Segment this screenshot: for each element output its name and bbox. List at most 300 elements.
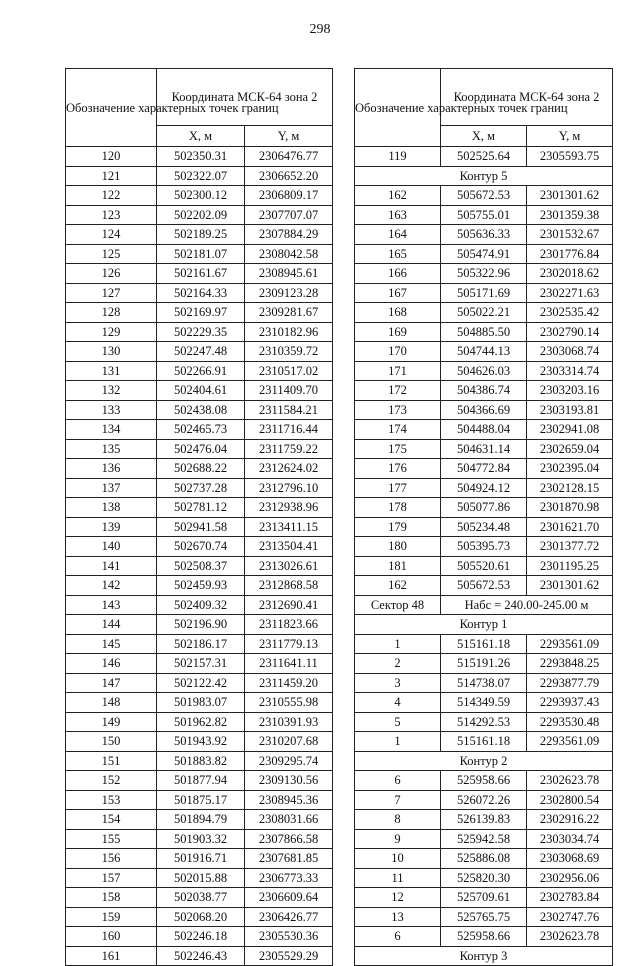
table-row bbox=[66, 478, 333, 498]
y-coordinate-cell: 2301195.25 bbox=[527, 556, 613, 576]
x-coordinate-cell: 502670.74 bbox=[157, 537, 245, 557]
table-row bbox=[355, 459, 613, 479]
x-coordinate-cell: 502247.48 bbox=[157, 342, 245, 362]
x-coordinate-cell: 502300.12 bbox=[157, 186, 245, 206]
point-id-cell: 153 bbox=[66, 790, 157, 810]
y-coordinate-cell: 2311716.44 bbox=[245, 420, 333, 440]
x-coordinate-cell: 502438.08 bbox=[157, 400, 245, 420]
header-y: Y, м bbox=[527, 126, 613, 147]
table-row bbox=[355, 654, 613, 674]
x-coordinate-cell: 502525.64 bbox=[441, 147, 527, 167]
table-row bbox=[355, 868, 613, 888]
x-coordinate-cell: 504744.13 bbox=[441, 342, 527, 362]
point-id-cell: 142 bbox=[66, 576, 157, 596]
table-row bbox=[66, 927, 333, 947]
point-id-cell: 166 bbox=[355, 264, 441, 284]
point-id-cell: 9 bbox=[355, 829, 441, 849]
point-id-cell: 125 bbox=[66, 244, 157, 264]
point-id-cell: 148 bbox=[66, 693, 157, 713]
x-coordinate-cell: 501903.32 bbox=[157, 829, 245, 849]
table-row bbox=[355, 732, 613, 752]
point-id-cell: 180 bbox=[355, 537, 441, 557]
x-coordinate-cell: 501877.94 bbox=[157, 771, 245, 791]
table-row bbox=[355, 381, 613, 401]
table-row bbox=[66, 381, 333, 401]
table-row bbox=[355, 810, 613, 830]
table-row bbox=[66, 147, 333, 167]
table-row bbox=[355, 556, 613, 576]
point-id-cell: 120 bbox=[66, 147, 157, 167]
table-row bbox=[66, 946, 333, 966]
table-row bbox=[355, 264, 613, 284]
y-coordinate-cell: 2306773.33 bbox=[245, 868, 333, 888]
table-row bbox=[355, 225, 613, 245]
x-coordinate-cell: 502246.43 bbox=[157, 946, 245, 966]
x-coordinate-cell: 502157.31 bbox=[157, 654, 245, 674]
y-coordinate-cell: 2305530.36 bbox=[245, 927, 333, 947]
x-coordinate-cell: 502196.90 bbox=[157, 615, 245, 635]
table-row bbox=[66, 693, 333, 713]
point-id-cell: 171 bbox=[355, 361, 441, 381]
table-row bbox=[355, 400, 613, 420]
sector-label: Сектор 48 bbox=[355, 595, 441, 615]
y-coordinate-cell: 2293561.09 bbox=[527, 634, 613, 654]
y-coordinate-cell: 2308031.66 bbox=[245, 810, 333, 830]
table-row bbox=[355, 673, 613, 693]
y-coordinate-cell: 2306652.20 bbox=[245, 166, 333, 186]
point-id-cell: 1 bbox=[355, 634, 441, 654]
x-coordinate-cell: 505395.73 bbox=[441, 537, 527, 557]
x-coordinate-cell: 504386.74 bbox=[441, 381, 527, 401]
x-coordinate-cell: 501916.71 bbox=[157, 849, 245, 869]
x-coordinate-cell: 504631.14 bbox=[441, 439, 527, 459]
x-coordinate-cell: 502189.25 bbox=[157, 225, 245, 245]
coordinates-table-left bbox=[65, 68, 333, 966]
point-id-cell: 140 bbox=[66, 537, 157, 557]
point-id-cell: 175 bbox=[355, 439, 441, 459]
table-row bbox=[66, 615, 333, 635]
x-coordinate-cell: 525958.66 bbox=[441, 927, 527, 947]
y-coordinate-cell: 2306426.77 bbox=[245, 907, 333, 927]
table-row bbox=[66, 244, 333, 264]
point-id-cell: 129 bbox=[66, 322, 157, 342]
x-coordinate-cell: 501943.92 bbox=[157, 732, 245, 752]
table-row bbox=[66, 751, 333, 771]
point-id-cell: 146 bbox=[66, 654, 157, 674]
y-coordinate-cell: 2302659.04 bbox=[527, 439, 613, 459]
y-coordinate-cell: 2302271.63 bbox=[527, 283, 613, 303]
contour-header-row bbox=[355, 166, 613, 186]
header-x: X, м bbox=[441, 126, 527, 147]
header-y: Y, м bbox=[245, 126, 333, 147]
table-row bbox=[355, 927, 613, 947]
x-coordinate-cell: 525958.66 bbox=[441, 771, 527, 791]
y-coordinate-cell: 2303068.69 bbox=[527, 849, 613, 869]
table-row bbox=[66, 342, 333, 362]
table-row bbox=[66, 673, 333, 693]
point-id-cell: 147 bbox=[66, 673, 157, 693]
table-row bbox=[66, 732, 333, 752]
y-coordinate-cell: 2311459.20 bbox=[245, 673, 333, 693]
x-coordinate-cell: 504626.03 bbox=[441, 361, 527, 381]
table-row bbox=[66, 225, 333, 245]
table-row bbox=[355, 790, 613, 810]
y-coordinate-cell: 2302956.06 bbox=[527, 868, 613, 888]
y-coordinate-cell: 2301532.67 bbox=[527, 225, 613, 245]
x-coordinate-cell: 505234.48 bbox=[441, 517, 527, 537]
x-coordinate-cell: 502202.09 bbox=[157, 205, 245, 225]
x-coordinate-cell: 505755.01 bbox=[441, 205, 527, 225]
table-row bbox=[66, 810, 333, 830]
y-coordinate-cell: 2313026.61 bbox=[245, 556, 333, 576]
table-row bbox=[355, 244, 613, 264]
point-id-cell: 159 bbox=[66, 907, 157, 927]
table-row bbox=[66, 829, 333, 849]
table-row bbox=[66, 498, 333, 518]
point-id-cell: 145 bbox=[66, 634, 157, 654]
y-coordinate-cell: 2293561.09 bbox=[527, 732, 613, 752]
point-id-cell: 10 bbox=[355, 849, 441, 869]
y-coordinate-cell: 2303193.81 bbox=[527, 400, 613, 420]
x-coordinate-cell: 502459.93 bbox=[157, 576, 245, 596]
table-row bbox=[66, 868, 333, 888]
x-coordinate-cell: 505474.91 bbox=[441, 244, 527, 264]
y-coordinate-cell: 2307707.07 bbox=[245, 205, 333, 225]
x-coordinate-cell: 502409.32 bbox=[157, 595, 245, 615]
table-row bbox=[66, 790, 333, 810]
x-coordinate-cell: 525886.08 bbox=[441, 849, 527, 869]
point-id-cell: 128 bbox=[66, 303, 157, 323]
point-id-cell: 178 bbox=[355, 498, 441, 518]
table-row bbox=[355, 537, 613, 557]
y-coordinate-cell: 2305529.29 bbox=[245, 946, 333, 966]
x-coordinate-cell: 502465.73 bbox=[157, 420, 245, 440]
point-id-cell: 135 bbox=[66, 439, 157, 459]
point-id-cell: 172 bbox=[355, 381, 441, 401]
x-coordinate-cell: 502737.28 bbox=[157, 478, 245, 498]
table-row bbox=[355, 478, 613, 498]
x-coordinate-cell: 501894.79 bbox=[157, 810, 245, 830]
point-id-cell: 155 bbox=[66, 829, 157, 849]
point-id-cell: 167 bbox=[355, 283, 441, 303]
x-coordinate-cell: 525820.30 bbox=[441, 868, 527, 888]
y-coordinate-cell: 2311779.13 bbox=[245, 634, 333, 654]
point-id-cell: 176 bbox=[355, 459, 441, 479]
point-id-cell: 1 bbox=[355, 732, 441, 752]
x-coordinate-cell: 502781.12 bbox=[157, 498, 245, 518]
table-row bbox=[66, 166, 333, 186]
y-coordinate-cell: 2310391.93 bbox=[245, 712, 333, 732]
x-coordinate-cell: 502161.67 bbox=[157, 264, 245, 284]
y-coordinate-cell: 2312938.96 bbox=[245, 498, 333, 518]
y-coordinate-cell: 2305593.75 bbox=[527, 147, 613, 167]
y-coordinate-cell: 2312624.02 bbox=[245, 459, 333, 479]
point-id-cell: 7 bbox=[355, 790, 441, 810]
y-coordinate-cell: 2310555.98 bbox=[245, 693, 333, 713]
point-id-cell: 162 bbox=[355, 576, 441, 596]
y-coordinate-cell: 2302747.76 bbox=[527, 907, 613, 927]
y-coordinate-cell: 2301621.70 bbox=[527, 517, 613, 537]
y-coordinate-cell: 2309281.67 bbox=[245, 303, 333, 323]
y-coordinate-cell: 2312796.10 bbox=[245, 478, 333, 498]
right-table-body bbox=[355, 147, 613, 966]
y-coordinate-cell: 2313504.41 bbox=[245, 537, 333, 557]
table-row bbox=[66, 556, 333, 576]
table-row bbox=[355, 186, 613, 206]
table-row bbox=[66, 400, 333, 420]
point-id-cell: 139 bbox=[66, 517, 157, 537]
table-row bbox=[355, 634, 613, 654]
y-coordinate-cell: 2307866.58 bbox=[245, 829, 333, 849]
x-coordinate-cell: 502266.91 bbox=[157, 361, 245, 381]
table-row bbox=[355, 712, 613, 732]
x-coordinate-cell: 502688.22 bbox=[157, 459, 245, 479]
contour-header-row bbox=[355, 615, 613, 635]
point-id-cell: 174 bbox=[355, 420, 441, 440]
x-coordinate-cell: 502476.04 bbox=[157, 439, 245, 459]
x-coordinate-cell: 504366.69 bbox=[441, 400, 527, 420]
table-row bbox=[66, 322, 333, 342]
x-coordinate-cell: 502181.07 bbox=[157, 244, 245, 264]
table-row bbox=[355, 517, 613, 537]
point-id-cell: 2 bbox=[355, 654, 441, 674]
x-coordinate-cell: 502164.33 bbox=[157, 283, 245, 303]
point-id-cell: 170 bbox=[355, 342, 441, 362]
point-id-cell: 156 bbox=[66, 849, 157, 869]
x-coordinate-cell: 502038.77 bbox=[157, 888, 245, 908]
y-coordinate-cell: 2311409.70 bbox=[245, 381, 333, 401]
x-coordinate-cell: 526072.26 bbox=[441, 790, 527, 810]
y-coordinate-cell: 2310359.72 bbox=[245, 342, 333, 362]
y-coordinate-cell: 2308042.58 bbox=[245, 244, 333, 264]
x-coordinate-cell: 501983.07 bbox=[157, 693, 245, 713]
point-id-cell: 158 bbox=[66, 888, 157, 908]
x-coordinate-cell: 502229.35 bbox=[157, 322, 245, 342]
table-row bbox=[355, 771, 613, 791]
y-coordinate-cell: 2302395.04 bbox=[527, 459, 613, 479]
point-id-cell: 130 bbox=[66, 342, 157, 362]
point-id-cell: 144 bbox=[66, 615, 157, 635]
x-coordinate-cell: 501875.17 bbox=[157, 790, 245, 810]
y-coordinate-cell: 2302128.15 bbox=[527, 478, 613, 498]
table-row bbox=[66, 537, 333, 557]
y-coordinate-cell: 2311823.66 bbox=[245, 615, 333, 635]
y-coordinate-cell: 2309130.56 bbox=[245, 771, 333, 791]
x-coordinate-cell: 505022.21 bbox=[441, 303, 527, 323]
y-coordinate-cell: 2311641.11 bbox=[245, 654, 333, 674]
point-id-cell: 6 bbox=[355, 927, 441, 947]
contour-label: Контур 5 bbox=[355, 166, 613, 186]
y-coordinate-cell: 2302623.78 bbox=[527, 771, 613, 791]
x-coordinate-cell: 504772.84 bbox=[441, 459, 527, 479]
y-coordinate-cell: 2306476.77 bbox=[245, 147, 333, 167]
point-id-cell: 161 bbox=[66, 946, 157, 966]
x-coordinate-cell: 502508.37 bbox=[157, 556, 245, 576]
x-coordinate-cell: 514292.53 bbox=[441, 712, 527, 732]
point-id-cell: 124 bbox=[66, 225, 157, 245]
point-id-cell: 162 bbox=[355, 186, 441, 206]
table-row bbox=[355, 439, 613, 459]
x-coordinate-cell: 505520.61 bbox=[441, 556, 527, 576]
table-row bbox=[355, 498, 613, 518]
point-id-cell: 8 bbox=[355, 810, 441, 830]
y-coordinate-cell: 2302623.78 bbox=[527, 927, 613, 947]
point-id-cell: 141 bbox=[66, 556, 157, 576]
y-coordinate-cell: 2302790.14 bbox=[527, 322, 613, 342]
table-row bbox=[66, 186, 333, 206]
table-row bbox=[66, 907, 333, 927]
y-coordinate-cell: 2310182.96 bbox=[245, 322, 333, 342]
table-row bbox=[66, 264, 333, 284]
contour-header-row bbox=[355, 751, 613, 771]
table-row bbox=[66, 849, 333, 869]
point-id-cell: 137 bbox=[66, 478, 157, 498]
y-coordinate-cell: 2312690.41 bbox=[245, 595, 333, 615]
table-row bbox=[66, 439, 333, 459]
point-id-cell: 121 bbox=[66, 166, 157, 186]
table-row bbox=[355, 361, 613, 381]
y-coordinate-cell: 2303203.16 bbox=[527, 381, 613, 401]
table-row bbox=[66, 654, 333, 674]
point-id-cell: 169 bbox=[355, 322, 441, 342]
y-coordinate-cell: 2309123.28 bbox=[245, 283, 333, 303]
x-coordinate-cell: 505077.86 bbox=[441, 498, 527, 518]
y-coordinate-cell: 2307681.85 bbox=[245, 849, 333, 869]
x-coordinate-cell: 502322.07 bbox=[157, 166, 245, 186]
point-id-cell: 122 bbox=[66, 186, 157, 206]
header-x: X, м bbox=[157, 126, 245, 147]
point-id-cell: 157 bbox=[66, 868, 157, 888]
point-id-cell: 3 bbox=[355, 673, 441, 693]
table-row bbox=[355, 147, 613, 167]
x-coordinate-cell: 504924.12 bbox=[441, 478, 527, 498]
y-coordinate-cell: 2303034.74 bbox=[527, 829, 613, 849]
x-coordinate-cell: 505171.69 bbox=[441, 283, 527, 303]
point-id-cell: 168 bbox=[355, 303, 441, 323]
contour-header-row bbox=[355, 946, 613, 966]
table-row bbox=[355, 322, 613, 342]
coordinates-table-right bbox=[354, 68, 613, 966]
table-row bbox=[355, 420, 613, 440]
x-coordinate-cell: 502404.61 bbox=[157, 381, 245, 401]
point-id-cell: 5 bbox=[355, 712, 441, 732]
point-id-cell: 133 bbox=[66, 400, 157, 420]
point-id-cell: 173 bbox=[355, 400, 441, 420]
sector-row bbox=[355, 595, 613, 615]
y-coordinate-cell: 2301870.98 bbox=[527, 498, 613, 518]
y-coordinate-cell: 2301377.72 bbox=[527, 537, 613, 557]
x-coordinate-cell: 504488.04 bbox=[441, 420, 527, 440]
point-id-cell: 163 bbox=[355, 205, 441, 225]
point-id-cell: 126 bbox=[66, 264, 157, 284]
contour-label: Контур 1 bbox=[355, 615, 613, 635]
y-coordinate-cell: 2306809.17 bbox=[245, 186, 333, 206]
y-coordinate-cell: 2302018.62 bbox=[527, 264, 613, 284]
x-coordinate-cell: 505672.53 bbox=[441, 576, 527, 596]
point-id-cell: 177 bbox=[355, 478, 441, 498]
x-coordinate-cell: 504885.50 bbox=[441, 322, 527, 342]
table-row bbox=[66, 205, 333, 225]
table-row bbox=[355, 888, 613, 908]
x-coordinate-cell: 502122.42 bbox=[157, 673, 245, 693]
x-coordinate-cell: 505636.33 bbox=[441, 225, 527, 245]
y-coordinate-cell: 2307884.29 bbox=[245, 225, 333, 245]
point-id-cell: 131 bbox=[66, 361, 157, 381]
point-id-cell: 4 bbox=[355, 693, 441, 713]
table-row bbox=[355, 205, 613, 225]
point-id-cell: 143 bbox=[66, 595, 157, 615]
x-coordinate-cell: 502068.20 bbox=[157, 907, 245, 927]
point-id-cell: 179 bbox=[355, 517, 441, 537]
y-coordinate-cell: 2302941.08 bbox=[527, 420, 613, 440]
x-coordinate-cell: 502941.58 bbox=[157, 517, 245, 537]
y-coordinate-cell: 2310517.02 bbox=[245, 361, 333, 381]
table-row bbox=[355, 907, 613, 927]
point-id-cell: 150 bbox=[66, 732, 157, 752]
x-coordinate-cell: 501883.82 bbox=[157, 751, 245, 771]
x-coordinate-cell: 514349.59 bbox=[441, 693, 527, 713]
point-id-cell: 6 bbox=[355, 771, 441, 791]
table-row bbox=[66, 517, 333, 537]
table-row bbox=[355, 693, 613, 713]
x-coordinate-cell: 505322.96 bbox=[441, 264, 527, 284]
x-coordinate-cell: 502350.31 bbox=[157, 147, 245, 167]
point-id-cell: 164 bbox=[355, 225, 441, 245]
header-coordinate-system: Координата МСК-64 зона 2 bbox=[441, 69, 613, 126]
point-id-cell: 165 bbox=[355, 244, 441, 264]
y-coordinate-cell: 2301359.38 bbox=[527, 205, 613, 225]
left-table-body bbox=[66, 147, 333, 966]
y-coordinate-cell: 2308945.61 bbox=[245, 264, 333, 284]
y-coordinate-cell: 2313411.15 bbox=[245, 517, 333, 537]
table-row bbox=[66, 888, 333, 908]
table-row bbox=[355, 342, 613, 362]
table-row bbox=[355, 283, 613, 303]
y-coordinate-cell: 2303314.74 bbox=[527, 361, 613, 381]
header-point-designation: Обозначение характерных точек границ bbox=[355, 69, 441, 147]
y-coordinate-cell: 2301301.62 bbox=[527, 186, 613, 206]
table-row bbox=[355, 303, 613, 323]
point-id-cell: 181 bbox=[355, 556, 441, 576]
y-coordinate-cell: 2293848.25 bbox=[527, 654, 613, 674]
y-coordinate-cell: 2293937.43 bbox=[527, 693, 613, 713]
table-row bbox=[66, 361, 333, 381]
point-id-cell: 127 bbox=[66, 283, 157, 303]
point-id-cell: 119 bbox=[355, 147, 441, 167]
y-coordinate-cell: 2311584.21 bbox=[245, 400, 333, 420]
x-coordinate-cell: 525765.75 bbox=[441, 907, 527, 927]
x-coordinate-cell: 525942.58 bbox=[441, 829, 527, 849]
x-coordinate-cell: 515161.18 bbox=[441, 634, 527, 654]
x-coordinate-cell: 514738.07 bbox=[441, 673, 527, 693]
point-id-cell: 12 bbox=[355, 888, 441, 908]
y-coordinate-cell: 2308945.36 bbox=[245, 790, 333, 810]
point-id-cell: 132 bbox=[66, 381, 157, 401]
point-id-cell: 11 bbox=[355, 868, 441, 888]
y-coordinate-cell: 2301301.62 bbox=[527, 576, 613, 596]
x-coordinate-cell: 502186.17 bbox=[157, 634, 245, 654]
x-coordinate-cell: 515161.18 bbox=[441, 732, 527, 752]
point-id-cell: 149 bbox=[66, 712, 157, 732]
point-id-cell: 151 bbox=[66, 751, 157, 771]
table-row bbox=[66, 459, 333, 479]
y-coordinate-cell: 2302800.54 bbox=[527, 790, 613, 810]
x-coordinate-cell: 502015.88 bbox=[157, 868, 245, 888]
point-id-cell: 134 bbox=[66, 420, 157, 440]
table-row bbox=[355, 849, 613, 869]
y-coordinate-cell: 2293530.48 bbox=[527, 712, 613, 732]
point-id-cell: 160 bbox=[66, 927, 157, 947]
